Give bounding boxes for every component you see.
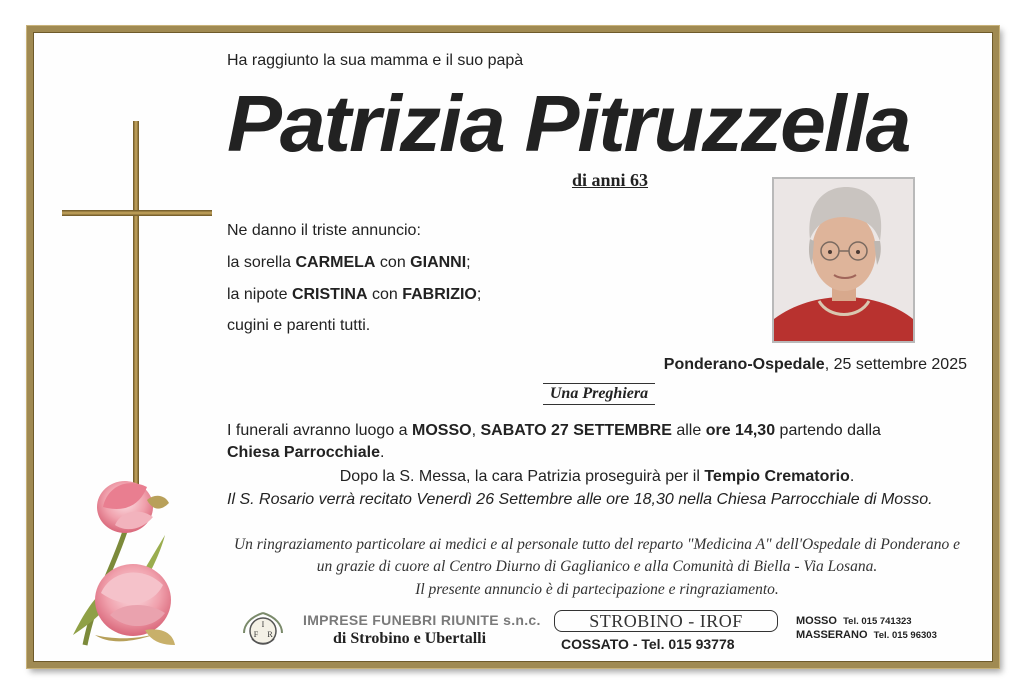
text-span: la nipote [227, 286, 292, 303]
text-span: ; [466, 254, 471, 271]
niece-partner-name: FABRIZIO [402, 286, 477, 303]
brand-box: STROBINO - IROF [554, 610, 778, 632]
text-span: la sorella [227, 254, 296, 271]
deceased-name: Patrizia Pitruzzella [227, 79, 910, 168]
rosary-paragraph: Il S. Rosario verrà recitato Venerdì 26 Settembre alle ore 18,30 nella Chiesa Parrocchiale di Mosso. [227, 491, 933, 508]
rose-flowers-icon [73, 481, 175, 645]
text-span: . [849, 468, 855, 485]
funeral-paragraph-1 [227, 420, 967, 464]
ifr-logo-icon [240, 611, 286, 647]
funeral-town: MOSSO [412, 422, 472, 439]
date-text: , 25 settembre 2025 [824, 356, 967, 373]
funeral-date: SABATO 27 SETTEMBRE [480, 422, 672, 439]
text-span: I funerali avranno luogo a [227, 422, 413, 439]
mosso-phone: Tel. 015 741323 [843, 616, 912, 627]
mosso-label: MOSSO [796, 615, 837, 627]
text-span: con [375, 254, 411, 271]
mosso-contact [796, 615, 912, 627]
funeral-church: Chiesa Parrocchiale [227, 444, 380, 461]
thanks-paragraph: Un ringraziamento particolare ai medici e al personale tutto del reparto "Medicina A" dell'Ospedale di Ponderano e un grazie di cuore al Centro Diurno di Gaglianico e alla Comunità di Biella - Via Losana. [233, 536, 961, 575]
text-span: alle [671, 422, 706, 439]
text-span: partendo dalla [775, 422, 881, 439]
intro-text: Ha raggiunto la sua mamma e il suo papà [227, 52, 524, 69]
cross-icon [62, 121, 212, 501]
sister-name: CARMELA [295, 254, 376, 271]
deceased-photo [772, 177, 915, 343]
masserano-phone: Tel. 015 96303 [873, 630, 937, 641]
announcement-line-3 [227, 286, 481, 304]
company-owners: di Strobino e Ubertalli [333, 630, 487, 647]
masserano-contact [796, 629, 937, 641]
masserano-label: MASSERANO [796, 629, 868, 641]
text-span: . [379, 444, 385, 461]
funeral-paragraph-2 [227, 466, 967, 488]
crematorium: Tempio Crematorio [704, 468, 850, 485]
portrait-image [774, 179, 913, 341]
text-span: Dopo la S. Messa, la cara Patrizia proseguirà per il [339, 468, 705, 485]
place-name: Ponderano-Ospedale [663, 356, 825, 373]
svg-text:R: R [267, 630, 273, 639]
announcement-line-1: Ne danno il triste annuncio: [227, 222, 421, 239]
place-date [664, 356, 967, 374]
announcement-line-4: cugini e parenti tutti. [227, 317, 371, 334]
prayer-heading: Una Preghiera [543, 383, 655, 405]
age-text: di anni 63 [571, 170, 649, 190]
cossato-contact: COSSATO - Tel. 015 93778 [561, 636, 735, 652]
svg-text:F: F [253, 630, 259, 639]
participation-note: Il presente annuncio è di partecipazione e ringraziamento. [415, 581, 779, 598]
funeral-time: ore 14,30 [705, 422, 776, 439]
niece-name: CRISTINA [291, 286, 368, 303]
svg-text:I: I [261, 620, 265, 629]
text-span: ; [476, 286, 482, 303]
company-name: IMPRESE FUNEBRI RIUNITE s.n.c. [303, 612, 541, 628]
text-span: , [471, 422, 481, 439]
sister-partner-name: GIANNI [410, 254, 467, 271]
announcement-line-2 [227, 254, 471, 272]
text-span: con [367, 286, 403, 303]
cross-with-roses [55, 115, 225, 660]
